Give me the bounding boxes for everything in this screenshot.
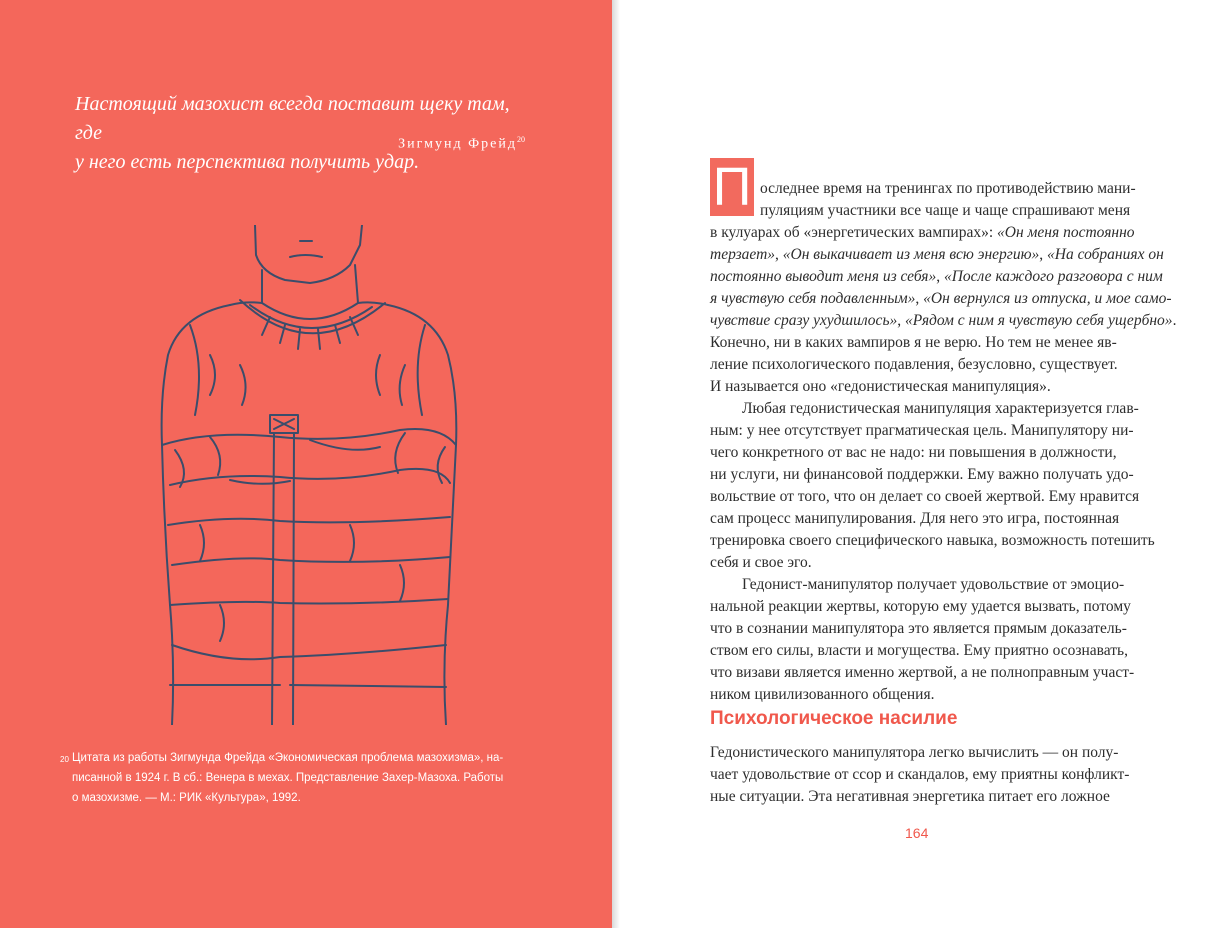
body-text: ные ситуации. Эта негативная энергетика питает его ложное	[710, 788, 1110, 805]
body-line	[710, 684, 934, 706]
body-line	[760, 178, 1136, 200]
body-line	[710, 764, 1129, 786]
body-line	[760, 200, 1130, 222]
right-page	[620, 0, 1230, 928]
body-text: вольствие от того, что он делает со своей жертвой. Ему нравится	[710, 488, 1140, 505]
body-text: ,	[1039, 246, 1048, 263]
body-text: ником цивилизованного общения.	[710, 686, 935, 703]
body-text-italic: «Рядом с ним я чувствую себя ущербно»	[905, 312, 1173, 329]
body-text: ным: у нее отсутствует прагматическая цель. Манипулятору ни-	[710, 422, 1134, 439]
body-line	[710, 332, 1117, 354]
body-line	[710, 244, 1164, 266]
epigraph-quote	[75, 90, 525, 177]
body-text: ни услуги, ни финансовой поддержки. Ему важно получать удо-	[710, 466, 1134, 483]
body-text-italic: «После каждого разговора с ним	[943, 268, 1163, 285]
body-line	[710, 640, 1128, 662]
body-text: ,	[897, 312, 905, 329]
body-text-italic: «Он вернулся из отпуска, и мое само-	[923, 290, 1172, 307]
body-text: пуляциям участники все чаще и чаще спрашивают меня	[760, 202, 1131, 219]
body-text: чает удовольствие от ссор и скандалов, ему приятны конфликт-	[710, 766, 1130, 783]
epigraph-author-name: Зигмунд Фрейд	[398, 136, 517, 152]
body-line	[710, 288, 1172, 310]
body-line	[710, 552, 812, 574]
body-text: себя и свое эго.	[710, 554, 812, 571]
footnote-line: писанной в 1924 г. В сб.: Венера в мехах. Представление Захер-Мазоха. Работы	[72, 772, 504, 784]
body-line	[710, 508, 1119, 530]
body-line	[742, 398, 1139, 420]
body-text-italic: я чувствую себя подавленным»	[710, 290, 916, 307]
body-text: Гедонист-манипулятор получает удовольствие от эмоцио-	[742, 576, 1125, 593]
body-text-italic: чувствие сразу ухудшилось»	[710, 312, 898, 329]
body-line	[710, 222, 1135, 244]
body-line	[710, 662, 1134, 684]
body-line	[710, 530, 1155, 552]
body-text: ление психологического подавления, безусловно, существует.	[710, 356, 1118, 373]
body-line	[710, 442, 1117, 464]
body-text-italic: «Он выкачивает из меня всю энергию»	[782, 246, 1040, 263]
body-line	[710, 376, 1051, 398]
body-text: ,	[775, 246, 783, 263]
epigraph-line: Настоящий мазохист всегда поставит щеку там, где	[75, 93, 510, 144]
body-line	[710, 420, 1134, 442]
body-line	[710, 310, 1176, 332]
body-line	[710, 266, 1163, 288]
footnote-number: 20	[60, 755, 69, 764]
body-text: в кулуарах об «энергетических вампирах»:	[710, 224, 998, 241]
body-line	[710, 742, 1118, 764]
dropcap: П	[710, 158, 754, 216]
body-text: тренировка своего специфического навыка, возможность потешить	[710, 532, 1155, 549]
body-text: Конечно, ни в каких вампиров я не верю. Но тем не менее яв-	[710, 334, 1117, 351]
body-line	[710, 596, 1131, 618]
body-text-italic: «На собраниях он	[1047, 246, 1164, 263]
body-line	[710, 618, 1127, 640]
section-heading: Психологическое насилие	[710, 708, 958, 729]
epigraph-line: у него есть перспектива получить удар.	[75, 151, 420, 173]
body-text: сам процесс манипулирования. Для него это игра, постоянная	[710, 510, 1120, 527]
body-text: ,	[915, 290, 924, 307]
body-text: нальной реакции жертвы, которую ему удается вызвать, потому	[710, 598, 1131, 615]
page-number: 164	[905, 825, 929, 841]
body-text-italic: терзает»	[710, 246, 776, 263]
body-text: оследнее время на тренингах по противодействию мани-	[760, 180, 1136, 197]
body-line	[710, 786, 1110, 808]
left-page	[0, 0, 612, 928]
body-line	[742, 574, 1124, 596]
body-text-italic: постоянно выводит меня из себя»	[710, 268, 937, 285]
footnote-line: о мазохизме. — М.: РИК «Культура», 1992.	[72, 792, 301, 804]
book-gutter	[612, 0, 620, 928]
body-line	[710, 354, 1118, 376]
body-text: ,	[936, 268, 944, 285]
footnote-line: Цитата из работы Зигмунда Фрейда «Экономическая проблема мазохизма», на-	[72, 752, 504, 764]
body-text: ством его силы, власти и могущества. Ему приятно осознавать,	[710, 642, 1128, 659]
body-line	[710, 464, 1134, 486]
body-text: И называется оно «гедонистическая манипуляция».	[710, 378, 1051, 395]
body-text: что в сознании манипулятора это является прямым доказатель-	[710, 620, 1127, 637]
epigraph-author	[370, 135, 525, 153]
body-text: что визави является именно жертвой, а не полноправным участ-	[710, 664, 1135, 681]
body-line	[710, 486, 1139, 508]
body-text: чего конкретного от вас не надо: ни повышения в должности,	[710, 444, 1117, 461]
footnote-ref: 20	[517, 135, 525, 144]
footnote	[60, 748, 532, 808]
body-text: .	[1172, 312, 1177, 329]
body-text-italic: «Он меня постоянно	[997, 224, 1135, 241]
straitjacket-figure-illustration	[150, 225, 470, 725]
body-text: Гедонистического манипулятора легко вычислить — он полу-	[710, 744, 1119, 761]
body-text: Любая гедонистическая манипуляция характеризуется глав-	[742, 400, 1139, 417]
